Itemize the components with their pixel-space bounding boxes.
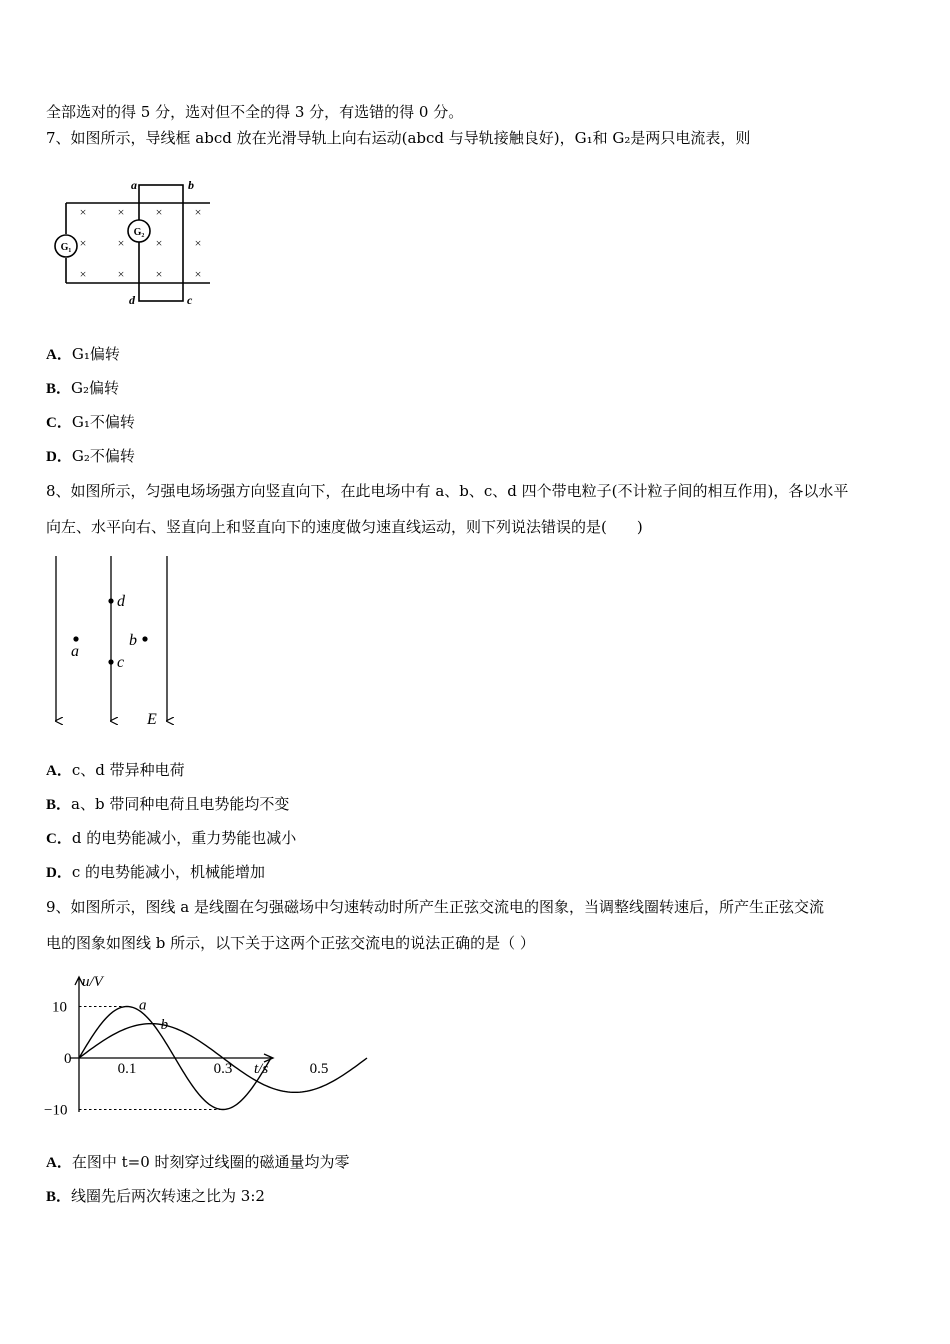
label-b: b [188, 178, 194, 192]
q8-stem-line2: 向左、水平向右、竖直向上和竖直向下的速度做匀速直线运动，则下列说法错误的是( ) [46, 518, 643, 536]
q8-option-d[interactable]: D．c 的电势能减小，机械能增加 [46, 863, 266, 881]
x-tick-label: 0.3 [213, 1061, 233, 1077]
q8-option-c[interactable]: C．d 的电势能减小，重力势能也减小 [46, 829, 297, 847]
y-axis-label: u/V [82, 974, 103, 990]
label-b: b [129, 632, 137, 649]
q7-option-a[interactable]: A．G₁偏转 [46, 345, 120, 363]
q8-option-a[interactable]: A．c、d 带异种电荷 [46, 761, 185, 779]
g2-label: G₂ [133, 227, 145, 238]
particle-b [142, 636, 147, 641]
label-d: d [129, 293, 135, 307]
q8-option-b[interactable]: B．a、b 带同种电荷且电势能均不变 [46, 795, 290, 813]
y-tick-label: 0 [64, 1051, 72, 1067]
q9-option-a[interactable]: A．在图中 t=0 时刻穿过线圈的磁通量均为零 [46, 1153, 350, 1171]
g1-label: G₁ [60, 242, 72, 253]
field-cross-icon: × [194, 236, 202, 250]
label-a: a [71, 643, 79, 660]
label-e: E [147, 711, 157, 728]
field-cross-icon: × [194, 205, 202, 219]
field-cross-icon: × [155, 205, 163, 219]
q9-option-b[interactable]: B．线圈先后两次转速之比为 3:2 [46, 1187, 265, 1205]
field-cross-icon: × [155, 236, 163, 250]
field-cross-icon: × [117, 205, 125, 219]
particle-a [73, 636, 78, 641]
q8-electric-field-figure [40, 550, 190, 732]
field-cross-icon: × [79, 236, 87, 250]
q7-option-d[interactable]: D．G₂不偏转 [46, 447, 135, 465]
field-cross-icon: × [117, 236, 125, 250]
x-tick-label: 0.1 [117, 1061, 137, 1077]
intro-line: 全部选对的得 5 分，选对但不全的得 3 分，有选错的得 0 分。 [46, 103, 464, 121]
series-a-label: a [139, 997, 147, 1014]
q8-stem-line1: 8、如图所示，匀强电场场强方向竖直向下，在此电场中有 a、b、c、d 四个带电粒子(不计粒子间的相互作用)，各以水平 [46, 482, 849, 500]
q7-option-b[interactable]: B．G₂偏转 [46, 379, 120, 397]
field-cross-icon: × [79, 205, 87, 219]
x-axis-label: t/s [254, 1061, 269, 1077]
q9-stem-line1: 9、如图所示，图线 a 是线圈在匀强磁场中匀速转动时所产生正弦交流电的图象，当调整线圈转速后，所产生正弦交流 [46, 898, 825, 916]
label-c: c [187, 293, 193, 307]
label-a: a [131, 178, 137, 192]
field-cross-icon: × [155, 267, 163, 281]
field-cross-icon: × [117, 267, 125, 281]
q7-option-c[interactable]: C．G₁不偏转 [46, 413, 135, 431]
label-c: c [117, 654, 125, 671]
field-cross-icon: × [194, 267, 202, 281]
q7-circuit-figure [48, 172, 218, 310]
q9-ac-chart [40, 972, 329, 1122]
y-tick-label: 10 [52, 999, 67, 1016]
particle-c [108, 659, 113, 664]
x-tick-label: 0.5 [309, 1061, 329, 1077]
field-cross-icon: × [79, 267, 87, 281]
particle-d [108, 598, 113, 603]
y-tick-label: −10 [44, 1102, 68, 1119]
q7-stem: 7、如图所示，导线框 abcd 放在光滑导轨上向右运动(abcd 与导轨接触良好)，G₁和 G₂是两只电流表，则 [46, 129, 751, 147]
q9-stem-line2: 电的图象如图线 b 所示，以下关于这两个正弦交流电的说法正确的是（ ） [46, 934, 535, 952]
label-d: d [117, 593, 125, 610]
series-b-label: b [160, 1017, 169, 1034]
